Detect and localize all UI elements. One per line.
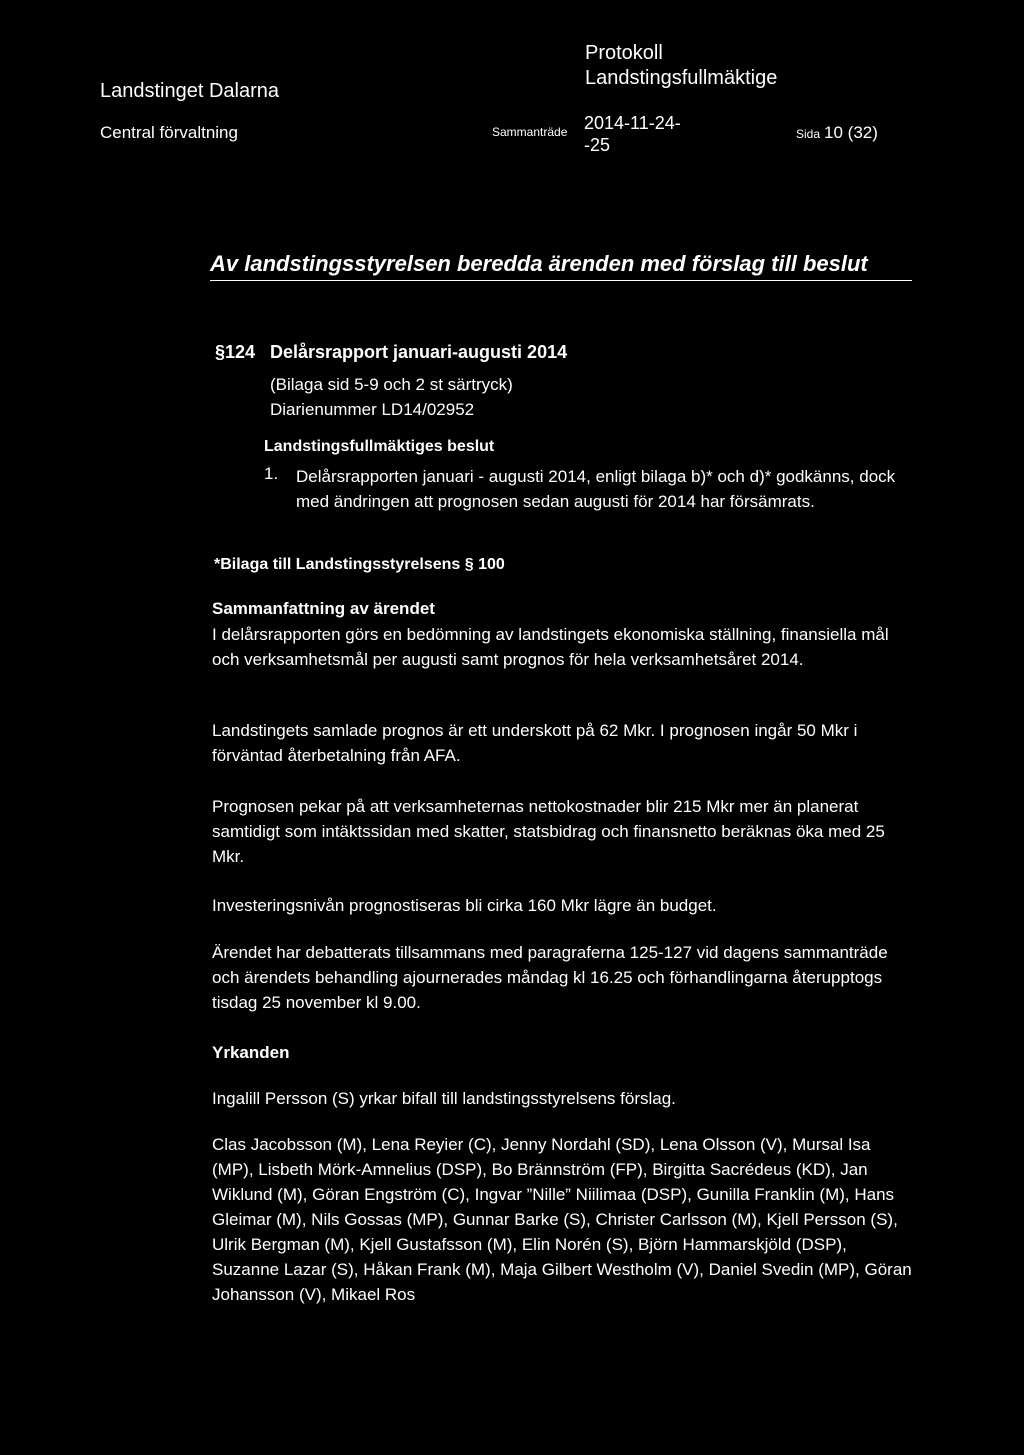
attachment-note: *Bilaga till Landstingsstyrelsens § 100 — [214, 556, 505, 573]
meeting-label: Sammanträde — [492, 125, 568, 139]
meeting-date-line2: -25 — [584, 135, 611, 155]
diary-number: Diarienummer LD14/02952 — [270, 400, 475, 419]
department-name: Central förvaltning — [100, 123, 238, 142]
meeting-date — [584, 112, 681, 156]
decision-text: Delårsrapporten januari - augusti 2014, enligt bilaga b)* och d)* godkänns, dock med ändringen att prognosen sedan augusti för 2014 har försämrats. — [296, 467, 896, 511]
attachment-reference: (Bilaga sid 5-9 och 2 st särtryck) — [270, 375, 513, 394]
motion-paragraph: Ingalill Persson (S) yrkar bifall till landstingsstyrelsens förslag. — [212, 1089, 676, 1108]
page-indicator — [796, 123, 878, 143]
summary-paragraph: Investeringsnivån prognostiseras bli cirka 160 Mkr lägre än budget. — [212, 896, 717, 915]
item-title: Delårsrapport januari-augusti 2014 — [270, 342, 568, 362]
meeting-date-line1: 2014-11-24- — [584, 113, 681, 133]
paragraph-number: §124 — [215, 342, 256, 362]
summary-paragraph: I delårsrapporten görs en bedömning av landstingets ekonomiska ställning, finansiella mål och verksamhetsmål per augusti samt prognos för hela verksamhetsåret 2014. — [212, 625, 889, 669]
assembly-name: Landstingsfullmäktige — [585, 67, 778, 89]
motion-paragraph: Clas Jacobsson (M), Lena Reyier (C), Jenny Nordahl (SD), Lena Olsson (V), Mursal Isa (MP), Lisbeth Mörk-Amnelius (DSP), Bo Brännström (FP), Birgitta Sacrédeus (KD), Jan Wiklund (M), Göran Engström (C), Ingvar ”Nille” Niilimaa (DSP), Gunilla Franklin (M), Hans Gleimar (M), Nils Gossas (MP), Gunnar Barke (S), Christer Carlsson (M), Kjell Persson (S), Ulrik Bergman (M), Kjell Gustafsson (M), Elin Norén (S), Björn Hammarskjöld (DSP), Suzanne Lazar (S), Håkan Frank (M), Maja Gilbert Westholm (V), Daniel Svedin (MP), Göran Johansson (V), Mikael Ros — [212, 1135, 912, 1304]
summary-paragraph: Prognosen pekar på att verksamheternas nettokostnader blir 215 Mkr mer än planerat samtidigt som intäktssidan med skatter, statsbidrag och finansnetto beräknas öka med 25 Mkr. — [212, 797, 885, 866]
decision-heading: Landstingsfullmäktiges beslut — [264, 438, 495, 455]
motions-heading: Yrkanden — [212, 1043, 290, 1062]
decision-number: 1. — [264, 464, 279, 483]
summary-heading: Sammanfattning av ärendet — [212, 599, 435, 618]
summary-paragraph: Ärendet har debatterats tillsammans med paragraferna 125-127 vid dagens sammanträde och ärendets behandling ajournerades måndag kl 16.25 och förhandlingarna återupptogs tisdag 25 november kl 9.00. — [212, 943, 888, 1012]
organization-name: Landstinget Dalarna — [100, 80, 280, 102]
page-label: Sida — [796, 127, 821, 141]
section-heading: Av landstingsstyrelsen beredda ärenden med förslag till beslut — [210, 248, 912, 281]
summary-paragraph: Landstingets samlade prognos är ett underskott på 62 Mkr. I prognosen ingår 50 Mkr i förväntad återbetalning från AFA. — [212, 721, 858, 765]
document-type: Protokoll — [585, 42, 663, 64]
page-value: 10 (32) — [824, 123, 878, 142]
item-references — [270, 372, 513, 422]
document-title — [585, 41, 777, 91]
